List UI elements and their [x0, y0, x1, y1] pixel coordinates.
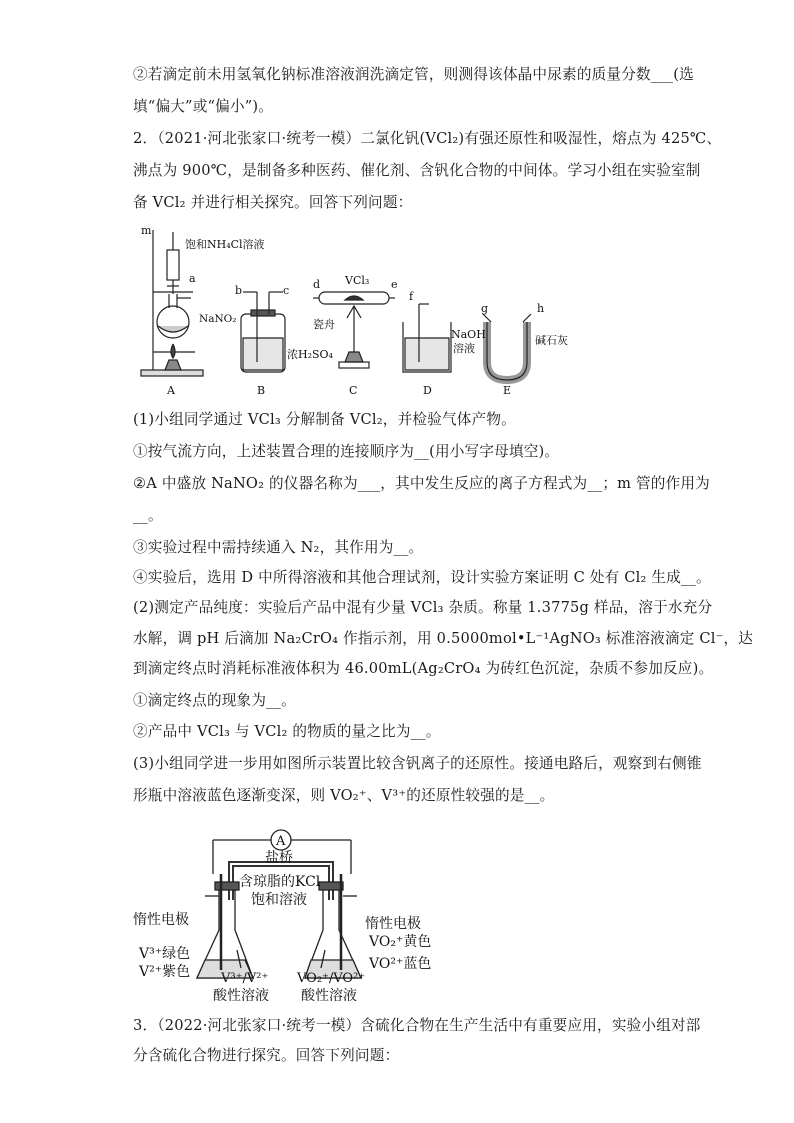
label-b: b [235, 284, 243, 297]
text-line-2: 填“偏大”或“偏小”)。 [133, 98, 274, 115]
agar-label-2: 饱和溶液 [251, 892, 307, 908]
label-f: f [409, 290, 414, 303]
apparatus-figure [133, 222, 573, 402]
label-nh4cl: 饱和NH₄Cl溶液 [185, 238, 265, 251]
text-line-1: ②若滴定前未用氢氧化钠标准溶液润洗滴定管，则测得该体晶中尿素的质量分数___(选 [133, 66, 694, 83]
text-line-14: 到滴定终点时消耗标准液体积为 46.00mL(Ag₂CrO₄ 为砖红色沉淀，杂质不参加反应)。 [133, 660, 714, 677]
label-h2so4: 浓H₂SO₄ [287, 348, 333, 361]
text-line-9: __。 [133, 507, 163, 524]
label-h: h [537, 302, 545, 315]
right-solution-2: 酸性溶液 [301, 988, 357, 1004]
text-line-6: (1)小组同学通过 VCl₃ 分解制备 VCl₂，并检验气体产物。 [133, 411, 516, 428]
label-a: a [189, 272, 196, 285]
electrode-right-label: 惰性电极 [365, 916, 421, 932]
agar-label-1: 含琼脂的KCl [239, 874, 321, 890]
question-3-header: 3．（2022·河北张家口·统考一模）含硫化合物在生产生活中有重要应用，实验小组对部 [133, 1017, 701, 1034]
text-line-16: ②产品中 VCl₃ 与 VCl₂ 的物质的量之比为__。 [133, 723, 441, 740]
label-boat: 瓷舟 [313, 318, 335, 331]
label-c: c [283, 284, 290, 297]
text-line-18: 形瓶中溶液蓝色逐渐变深，则 VO₂⁺、V³⁺的还原性较强的是__。 [133, 787, 555, 804]
v3-label: V³⁺绿色 [139, 946, 191, 962]
label-D: D [423, 384, 432, 397]
text-line-8: ②A 中盛放 NaNO₂ 的仪器名称为___，其中发生反应的离子方程式为__；m 管的作用为 [133, 475, 710, 492]
label-d: d [313, 278, 321, 291]
text-line-20: 分含硫化合物进行探究。回答下列问题： [133, 1047, 400, 1064]
label-g: g [481, 302, 489, 315]
galvanic-cell-figure [133, 820, 443, 1010]
right-solution-1: VO₂⁺/VO²⁺ [297, 971, 366, 986]
vo2p-label: VO₂⁺黄色 [369, 934, 432, 950]
question-2-header: 2．（2021·河北张家口·统考一模）二氯化钒(VCl₂)有强还原性和吸湿性，熔点为 425℃、 [133, 130, 722, 147]
left-solution-1: V³⁺/V²⁺ [221, 971, 269, 986]
label-B: B [257, 384, 266, 397]
text-line-12: (2)测定产品纯度：实验后产品中混有少量 VCl₃ 杂质。称量 1.3775g 样品，溶于水充分 [133, 599, 713, 616]
label-e: e [391, 278, 398, 291]
label-E: E [503, 384, 512, 397]
salt-bridge-label: 盐桥 [265, 850, 293, 866]
label-naoh-1: NaOH [451, 328, 486, 341]
label-A: A [167, 384, 175, 397]
text-line-5: 备 VCl₂ 并进行相关探究。回答下列问题： [133, 194, 413, 211]
text-line-4: 沸点为 900℃，是制备多种医药、催化剂、含钒化合物的中间体。学习小组在实验室制 [133, 162, 701, 179]
left-solution-2: 酸性溶液 [213, 988, 269, 1004]
label-m: m [141, 224, 152, 237]
text-line-7: ①按气流方向，上述装置合理的连接顺序为__(用小写字母填空)。 [133, 443, 560, 460]
text-line-13: 水解，调 pH 后滴加 Na₂CrO₄ 作指示剂，用 0.5000mol•L⁻¹AgNO₃ 标准溶液滴定 Cl⁻，达 [133, 630, 754, 647]
text-line-17: (3)小组同学进一步用如图所示装置比较含钒离子的还原性。接通电路后，观察到右侧锥 [133, 755, 702, 772]
label-C: C [349, 384, 358, 397]
label-lime: 碱石灰 [535, 334, 568, 347]
vo2-label: VO²⁺蓝色 [369, 956, 432, 972]
label-vcl3: VCl₃ [345, 274, 370, 287]
v2-label: V²⁺紫色 [139, 964, 191, 980]
text-line-11: ④实验后，选用 D 中所得溶液和其他合理试剂，设计实验方案证明 C 处有 Cl₂ 生成__。 [133, 569, 711, 586]
text-line-10: ③实验过程中需持续通入 N₂，其作用为__。 [133, 539, 424, 556]
meter-label: A [276, 834, 286, 849]
electrode-left-label: 惰性电极 [133, 912, 189, 928]
label-nano2: NaNO₂ [199, 313, 237, 325]
text-line-15: ①滴定终点的现象为__。 [133, 692, 296, 709]
label-naoh-2: 溶液 [453, 342, 475, 355]
